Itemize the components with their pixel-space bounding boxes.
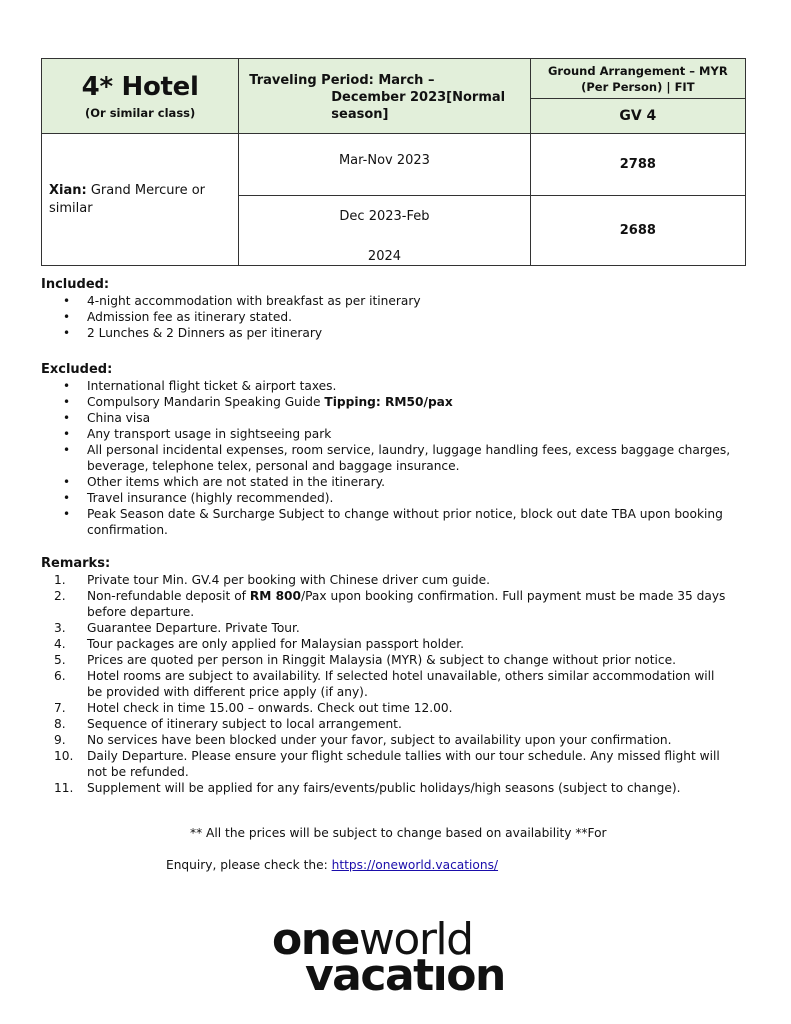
oneworld-vacation-logo [272, 914, 532, 1001]
list-number: 8. [54, 717, 66, 731]
price-value: 2688 [619, 223, 656, 238]
list-item-text: Any transport usage in sightseeing park [87, 427, 332, 441]
list-item [41, 652, 731, 668]
bullet-icon: • [63, 507, 71, 521]
included-section [41, 276, 731, 341]
tipping-amount: Tipping: RM50/pax [324, 395, 453, 409]
list-item [41, 636, 731, 652]
list-item-text: Other items which are not stated in the itinerary. [87, 475, 385, 489]
list-item-text: Peak Season date & Surcharge Subject to change without prior notice, block out date TBA upon booking confirmation. [87, 507, 723, 537]
list-item [41, 668, 731, 700]
season-cell [239, 196, 530, 266]
included-list [41, 293, 731, 341]
list-item-text: International flight ticket & airport taxes. [87, 379, 337, 393]
list-item-text: No services have been blocked under your favor, subject to availability upon your confirmation. [87, 733, 672, 747]
group-size-cell [530, 99, 745, 134]
price-table [41, 58, 746, 266]
remarks-list [41, 572, 731, 796]
list-number: 3. [54, 621, 66, 635]
deposit-amount: RM 800 [249, 589, 302, 603]
list-item-text: Travel insurance (highly recommended). [87, 491, 334, 505]
bullet-icon: • [63, 443, 71, 457]
season-label-line-2: 2024 [367, 249, 402, 264]
excluded-section [41, 361, 731, 538]
list-number: 9. [54, 733, 66, 747]
list-item-text: Private tour Min. GV.4 per booking with Chinese driver cum guide. [87, 573, 490, 587]
list-item-text: Tour packages are only applied for Malaysian passport holder. [87, 637, 464, 651]
ground-arrangement-header-cell [530, 59, 745, 99]
hotel-name-text: Grand Mercure or similar [49, 182, 206, 216]
list-item [41, 716, 731, 732]
list-item-text: Daily Departure. Please ensure your flight schedule tallies with our tour schedule. Any missed flight will not be refunded. [87, 749, 720, 779]
season-label: Mar-Nov 2023 [338, 153, 430, 168]
list-item-text: 4-night accommodation with breakfast as per itinerary [87, 294, 421, 308]
list-item [41, 506, 731, 538]
bullet-icon: • [63, 294, 71, 308]
ga-line-1: Ground Arrangement – MYR [547, 63, 728, 78]
list-item [41, 394, 731, 410]
ga-line-2: (Per Person) | FIT [581, 79, 695, 94]
list-item-text: Guarantee Departure. Private Tour. [87, 621, 300, 635]
traveling-period [239, 70, 529, 123]
hotel-name [42, 182, 238, 218]
list-number: 4. [54, 637, 66, 651]
price-disclaimer: ** All the prices will be subject to change based on availability **For [190, 826, 607, 840]
excluded-list [41, 378, 731, 538]
bullet-icon: • [63, 427, 71, 441]
remarks-section [41, 555, 731, 796]
bullet-icon: • [63, 411, 71, 425]
price-value: 2788 [619, 157, 656, 172]
list-item [41, 620, 731, 636]
list-item-text-prefix: Non-refundable deposit of [87, 589, 250, 603]
list-item-text: Compulsory Mandarin Speaking Guide [87, 395, 325, 409]
list-item-text: All personal incidental expenses, room service, laundry, luggage handling fees, excess baggage charges, beverage, telephone telex, personal and baggage insurance. [87, 443, 731, 473]
list-number: 5. [54, 653, 66, 667]
list-item-text: Admission fee as itinerary stated. [87, 310, 292, 324]
bullet-icon: • [63, 475, 71, 489]
price-cell [530, 196, 745, 266]
list-item-text: Sequence of itinerary subject to local arrangement. [87, 717, 402, 731]
list-number: 11. [54, 781, 74, 795]
list-number: 1. [54, 573, 66, 587]
excluded-heading: Excluded: [41, 362, 113, 377]
bullet-icon: • [63, 310, 71, 324]
logo-word-vacation: vacatıon [305, 950, 505, 1001]
list-item [41, 572, 731, 588]
logo-word-one: one [272, 914, 359, 965]
bullet-icon: • [63, 395, 71, 409]
season-cell [239, 134, 530, 196]
list-item [41, 378, 731, 394]
bullet-icon: • [63, 326, 71, 340]
list-number: 7. [54, 701, 66, 715]
ground-arrangement-header [531, 60, 745, 98]
hotel-city: Xian: [49, 182, 87, 198]
list-item-text: China visa [87, 411, 151, 425]
group-size: GV 4 [619, 108, 657, 124]
list-item-text: Supplement will be applied for any fairs/events/public holidays/high seasons (subject to change). [87, 781, 681, 795]
season-label-line-1: Dec 2023-Feb [339, 209, 430, 224]
price-cell [530, 134, 745, 196]
logo-word-world: world [358, 914, 473, 965]
list-item [41, 474, 731, 490]
website-link[interactable]: https://oneworld.vacations/ [331, 858, 499, 872]
list-item [41, 490, 731, 506]
list-item [41, 748, 731, 780]
list-item [41, 410, 731, 426]
list-number: 2. [54, 589, 66, 603]
hotel-class-title: 4* Hotel [81, 71, 199, 102]
list-item-text: 2 Lunches & 2 Dinners as per itinerary [87, 326, 323, 340]
list-item [41, 732, 731, 748]
list-item [41, 293, 731, 309]
list-item [41, 442, 731, 474]
list-item-text: Hotel check in time 15.00 – onwards. Check out time 12.00. [87, 701, 453, 715]
bullet-icon: • [63, 491, 71, 505]
list-item [41, 309, 731, 325]
list-item-text: Hotel rooms are subject to availability. If selected hotel unavailable, others similar accommodation will be provided with different price apply (if any). [87, 669, 715, 699]
list-item [41, 426, 731, 442]
list-item [41, 780, 731, 796]
period-line-2: December 2023[Normal [331, 89, 506, 105]
enquiry-prefix: Enquiry, please check the: [166, 858, 332, 872]
hotel-class-cell [42, 59, 239, 134]
list-item [41, 588, 731, 620]
list-item-text: /Pax upon booking confirmation. Full payment must be made 35 days before departure. [87, 589, 726, 619]
hotel-name-cell [42, 134, 239, 266]
list-item [41, 700, 731, 716]
period-line-1: Traveling Period: March – [249, 72, 435, 88]
remarks-heading: Remarks: [41, 556, 111, 571]
list-item-text: Prices are quoted per person in Ringgit Malaysia (MYR) & subject to change without prior notice. [87, 653, 676, 667]
list-number: 6. [54, 669, 66, 683]
period-line-3: season] [331, 106, 389, 122]
list-number: 10. [54, 749, 74, 763]
season-label [239, 196, 529, 265]
hotel-class-note: (Or similar class) [85, 105, 196, 120]
bullet-icon: • [63, 379, 71, 393]
list-item [41, 325, 731, 341]
enquiry-note [166, 858, 726, 872]
included-heading: Included: [41, 277, 110, 292]
traveling-period-cell [239, 59, 530, 134]
